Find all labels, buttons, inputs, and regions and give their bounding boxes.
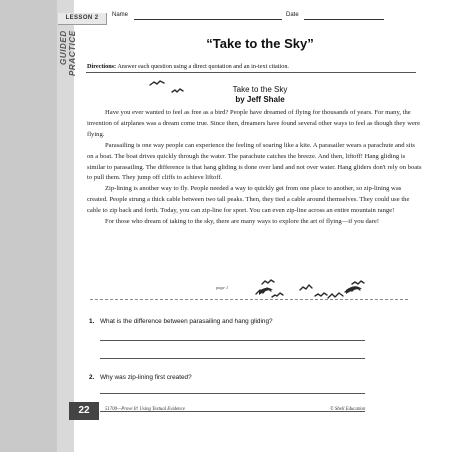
question-2 xyxy=(89,374,192,381)
question-text: What is the difference between parasailing and hang gliding? xyxy=(100,318,273,325)
question-text: Why was zip-lining first created? xyxy=(100,374,192,381)
passage-paragraph: For those who dream of taking to the sky, there are many ways to explore the art of flying—if you dare! xyxy=(105,218,380,226)
divider xyxy=(86,72,416,73)
answer-line-2a[interactable] xyxy=(100,393,365,394)
name-field[interactable] xyxy=(134,19,282,20)
directions-label: Directions: xyxy=(87,63,117,70)
passage-paragraph: Have you ever wanted to feel as free as a bird? People have dreamed of flying for thousands of years. For many, the invention of airplanes was a dream come true. Since then, dreamers have found several other ways to feel as though they were flying. xyxy=(87,109,421,138)
passage-author: by Jeff Shale xyxy=(235,95,285,104)
directions xyxy=(87,63,417,70)
answer-line-1b[interactable] xyxy=(100,358,365,359)
passage-body xyxy=(87,108,423,228)
question-1 xyxy=(89,318,273,325)
directions-text: Answer each question using a direct quotation and an in-text citation. xyxy=(116,63,289,70)
answer-line-1a[interactable] xyxy=(100,340,365,341)
passage-end-line xyxy=(90,299,408,300)
date-label: Date xyxy=(286,12,299,18)
date-field[interactable] xyxy=(304,19,384,20)
page-reference: page 1 xyxy=(216,285,229,290)
passage-title: Take to the Sky xyxy=(232,85,288,94)
footer-product-code: 51700—Prove It! Using Textual Evidence xyxy=(105,407,185,412)
passage-paragraph: Parasailing is one way people can experience the feeling of soaring like a kite. A parasailer wears a parachute and sits on a boat. The boat drives quickly through the water. The parachute catches the breeze. And then, liftoff! Hang gliding is similar to parasailing. The difference is that hang gliding is done over land and not over water. Hang gliders don't rely on boats to pull them. They jump off cliffs to achieve liftoff. xyxy=(87,141,422,182)
footer-publisher: © Shell Education xyxy=(330,407,366,412)
lesson-tab: LESSON 2 xyxy=(58,13,107,25)
page-number: 22 xyxy=(69,402,99,420)
question-number: 2. xyxy=(89,374,95,381)
question-number: 1. xyxy=(89,318,95,325)
name-date-row xyxy=(112,12,412,22)
page-title: “Take to the Sky” xyxy=(206,36,314,51)
passage-heading xyxy=(110,85,410,105)
passage-paragraph: Zip-lining is another way to fly. People needed a way to quickly get from one place to another, so zip-lining was created. People strung a thick cable between two tall peaks. Then, they tied a cable around themselves. They could use the cable to zip back and forth. Today, you can zip-line for sport. You can even zip-line across an entire mountain range! xyxy=(87,185,410,215)
guided-practice-label: GUIDED PRACTICE xyxy=(59,30,77,76)
name-label: Name xyxy=(112,12,129,18)
